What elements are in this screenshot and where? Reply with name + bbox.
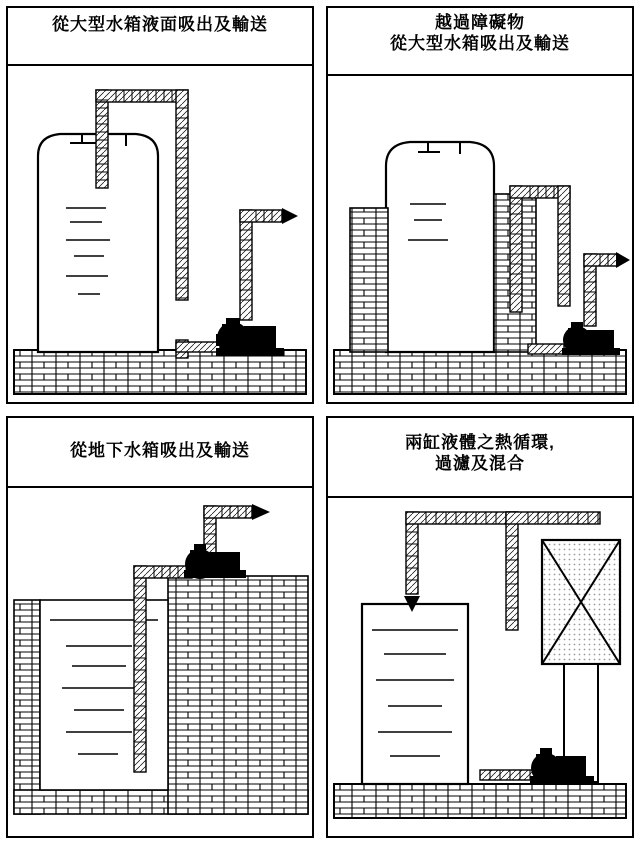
panel-bottom-right <box>320 410 640 844</box>
panel-4-title-line-1: 兩缸液體之熱循環, <box>405 433 555 452</box>
pump-1 <box>216 318 284 356</box>
panel-1-frame <box>6 6 314 404</box>
panel-4-illustration <box>328 418 632 836</box>
panel-3-title: 從地下水箱吸出及輸送 <box>70 441 250 460</box>
panel-2-frame <box>326 6 634 404</box>
panel-1-title: 從大型水箱液面吸出及輸送 <box>52 15 268 34</box>
panel-3-illustration <box>8 418 312 836</box>
panel-bottom-left <box>0 410 320 844</box>
panel-2-title-line-1: 越過障礙物 <box>435 13 525 32</box>
panel-top-left <box>0 0 320 410</box>
panel-4-frame <box>326 416 634 838</box>
pump-2 <box>562 322 620 355</box>
panel-top-right <box>320 0 640 410</box>
panel-2-title-line-2: 從大型水箱吸出及輸送 <box>390 34 570 54</box>
panel-1-illustration <box>8 8 312 402</box>
panel-4-title-line-2: 過濾及混合 <box>435 454 525 474</box>
panel-2-illustration <box>328 8 632 402</box>
panel-3-frame <box>6 416 314 838</box>
